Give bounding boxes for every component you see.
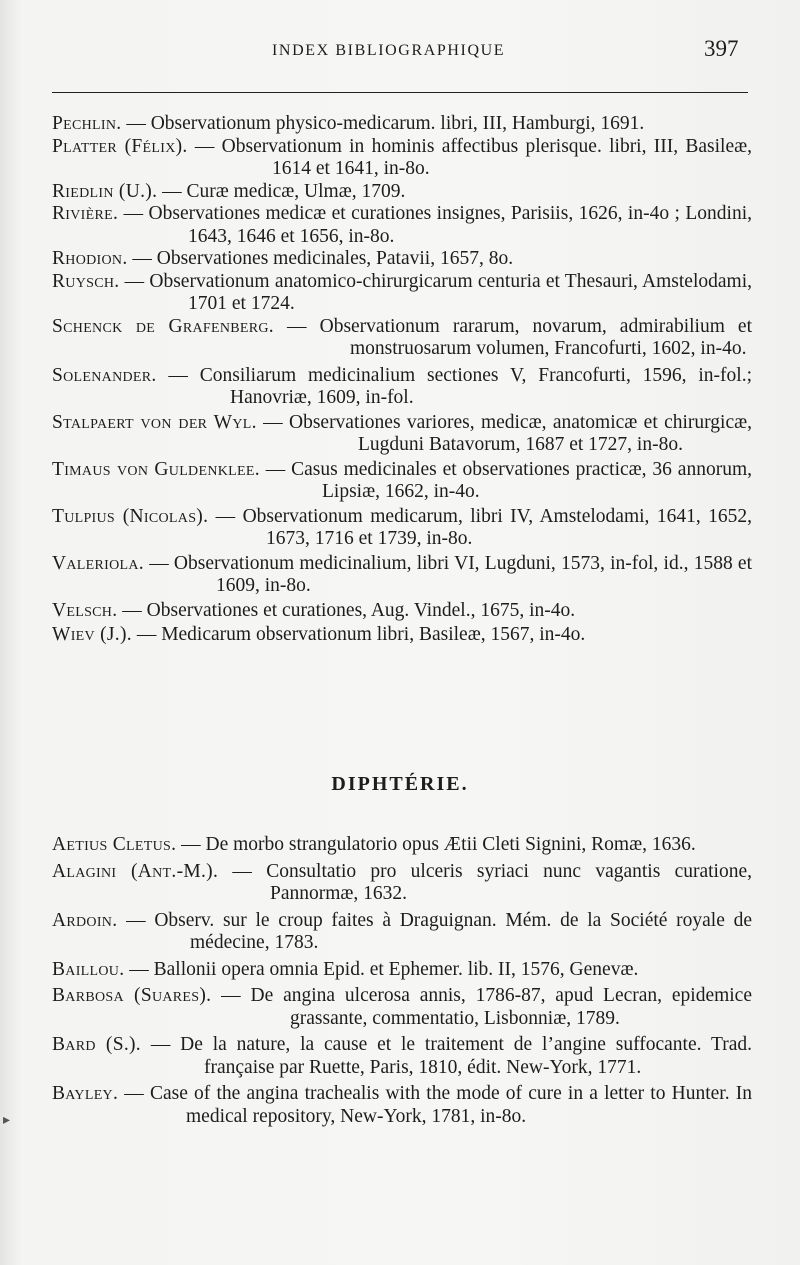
author-name: Schenck de Grafenberg. (52, 315, 274, 337)
author-name: Timaus von Guldenklee. (52, 458, 260, 480)
author-name: Alagini (Ant.-M.). (52, 860, 219, 882)
author-name: Platter (Félix). (52, 135, 188, 157)
citation-text: — Case of the angina trachealis with the mode of cure in a letter to Hunter. In medical repository, New-York, 1781, in-8o. (118, 1083, 752, 1127)
citation-text: — Observationes medicinales, Patavii, 1657, 8o. (127, 248, 514, 269)
author-name: Velsch. (52, 599, 118, 621)
bibliography-entry (52, 959, 752, 982)
author-name: Tulpius (Nicolas). (52, 505, 209, 527)
author-name: Barbosa (Suares). (52, 985, 212, 1006)
bibliography-entry (52, 248, 752, 271)
bibliography-entry (52, 910, 752, 955)
bibliography-entry (52, 365, 752, 410)
citation-text: — Observationum in hominis affectibus plerisque. libri, III, Basileæ, 1614 et 1641, in-8o. (187, 135, 752, 179)
author-name: Bayley. (52, 1083, 119, 1104)
author-name: Solenander. (52, 364, 157, 386)
citation-text: — Observationum physico-medicarum. libri, III, Hamburgi, 1691. (121, 113, 645, 134)
header-rule (52, 92, 748, 93)
citation-text: — Observ. sur le croup faites à Draguignan. Mém. de la Société royale de médecine, 1783. (117, 909, 752, 953)
author-name: Bard (S.). (52, 1034, 141, 1055)
bibliography-entry (52, 459, 752, 504)
bibliography-entry (52, 861, 752, 906)
citation-text: — De angina ulcerosa annis, 1786-87, apud Lecran, epidemice grassante, commentatio, Lisbonniæ, 1789. (211, 985, 752, 1029)
bibliography-entry (52, 136, 752, 181)
bibliography-entry (52, 412, 752, 457)
section-title: DIPHTÉRIE. (331, 773, 469, 795)
author-name: Aetius Cletus. (52, 834, 177, 855)
citation-text: — Observationum anatomico-chirurgicarum centuria et Thesauri, Amstelodami, 1701 et 1724. (119, 270, 752, 314)
citation-text: — Curæ medicæ, Ulmæ, 1709. (157, 180, 406, 202)
bibliography-entry (52, 1034, 752, 1079)
citation-text: — Consultatio pro ulceris syriaci nunc vagantis curatione, Pannormæ, 1632. (218, 860, 752, 904)
bibliography-entry (52, 1083, 752, 1128)
bibliography-entry (52, 985, 752, 1030)
citation-text: — Medicarum observationum libri, Basileæ, 1567, in-4o. (131, 624, 586, 645)
bibliography-list-diphterie (52, 834, 752, 1132)
ink-mark-icon: ▸ (3, 1113, 11, 1128)
bibliography-entry (52, 600, 752, 623)
author-name: Wiev (J.). (52, 624, 132, 645)
author-name: Baillou. (52, 958, 125, 980)
author-name: Rivière. (52, 203, 119, 224)
citation-text: — Observationum medicarum, libri IV, Amstelodami, 1641, 1652, 1673, 1716 et 1739, in-8o. (208, 505, 752, 549)
citation-text: — Observationes variores, medicæ, anatomicæ et chirurgicæ, Lugduni Batavorum, 1687 et 1727, in-8o. (256, 411, 753, 455)
citation-text: — Ballonii opera omnia Epid. et Ephemer. lib. II, 1576, Genevæ. (124, 958, 639, 980)
citation-text: — De morbo strangulatorio opus Ætii Cleti Signini, Romæ, 1636. (176, 834, 696, 855)
bibliography-entry (52, 181, 752, 204)
citation-text: — Casus medicinales et observationes practicæ, 36 annorum, Lipsiæ, 1662, in-4o. (259, 458, 752, 502)
author-name: Pechlin. (52, 113, 122, 134)
author-name: Ardoin. (52, 909, 118, 931)
running-title: INDEX BIBLIOGRAPHIQUE (272, 42, 506, 59)
bibliography-entry (52, 624, 752, 647)
bibliography-entry (52, 271, 752, 316)
bibliography-entry (52, 834, 752, 857)
bibliography-entry (52, 113, 752, 136)
author-name: Stalpaert von der Wyl. (52, 411, 257, 433)
bibliography-entry (52, 553, 752, 598)
citation-text: — Observationum medicinalium, libri VI, Lugduni, 1573, in-fol, id., 1588 et 1609, in-8o. (143, 552, 752, 596)
bibliography-list-observations (52, 113, 752, 647)
citation-text: — Observationes medicæ et curationes insignes, Parisiis, 1626, in-4o ; Londini, 1643, 1646 et 1656, in-8o. (118, 203, 752, 247)
page-header (0, 36, 800, 66)
citation-text: — Observationes et curationes, Aug. Vindel., 1675, in-4o. (117, 599, 576, 621)
author-name: Valeriola. (52, 552, 144, 574)
bibliography-entry (52, 316, 752, 361)
bibliography-entry (52, 203, 752, 248)
citation-text: — Observationum rararum, novarum, admirabilium et monstruosarum volumen, Francofurti, 1602, in-4o. (273, 315, 752, 359)
author-name: Ruysch. (52, 270, 120, 292)
bibliography-entry (52, 506, 752, 551)
author-name: Rhodion. (52, 248, 128, 269)
citation-text: — Consiliarum medicinalium sectiones V, Francofurti, 1596, in-fol.; Hanovriæ, 1609, in-fol. (156, 364, 752, 408)
author-name: Riedlin (U.). (52, 180, 158, 202)
citation-text: — De la nature, la cause et le traitement de l’angine suffocante. Trad. française par Ruette, Paris, 1810, édit. New-York, 1771. (140, 1034, 752, 1078)
page-number: 397 (704, 36, 739, 61)
